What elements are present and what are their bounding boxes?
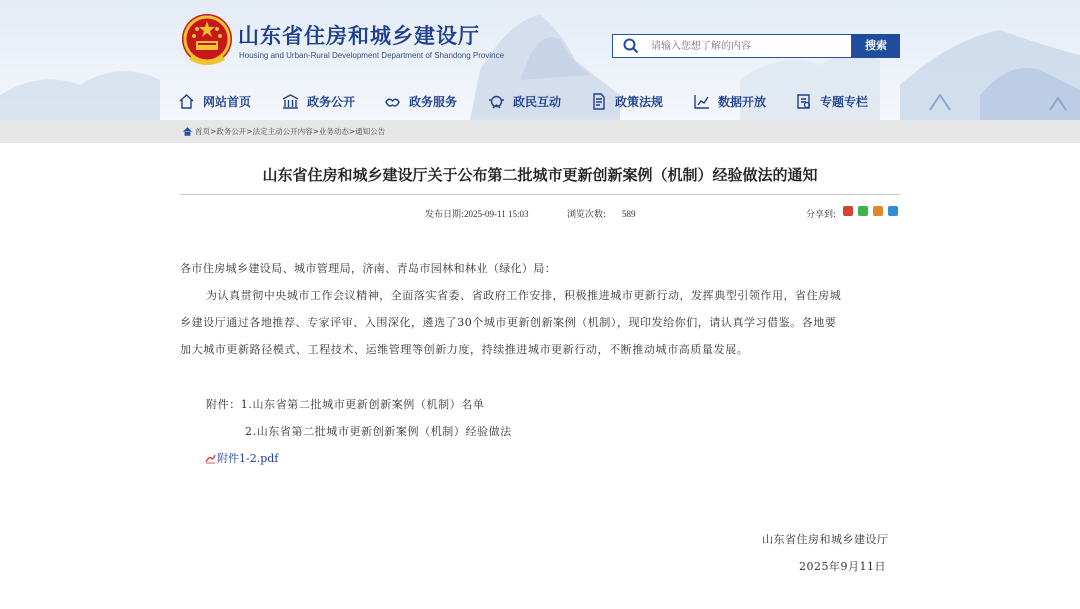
- publish-label: 发布日期:: [425, 210, 465, 220]
- nav-label: 数据开放: [718, 94, 767, 109]
- nav-item-open-data[interactable]: [693, 90, 766, 112]
- national-emblem-icon: [180, 12, 234, 70]
- attachment-link-text[interactable]: 附件1-2.pdf: [217, 452, 279, 465]
- breadcrumb: [183, 126, 385, 137]
- signature: 山东省住房和城乡建设厅: [762, 533, 889, 546]
- site-subtitle: Housing and Urban-Rural Development Department of Shandong Province: [239, 51, 505, 60]
- title-divider: [180, 194, 900, 195]
- weibo-icon[interactable]: [843, 206, 853, 216]
- qzone-icon[interactable]: [888, 206, 898, 216]
- search-icon: [623, 38, 639, 54]
- attachment-line: 附件：1.山东省第二批城市更新创新案例（机制）名单: [206, 398, 485, 411]
- nav-label: 专题专栏: [820, 94, 869, 109]
- interaction-icon: [488, 93, 505, 110]
- wechat-icon[interactable]: [858, 206, 868, 216]
- share-label: 分享到:: [806, 210, 837, 220]
- site-header: [0, 0, 1080, 120]
- publish-date-value: 2025-09-11 15:03: [464, 209, 529, 219]
- nav-item-gov-affairs[interactable]: [282, 90, 355, 112]
- chart-icon: [693, 93, 710, 110]
- nav-label: 政策法规: [615, 94, 664, 109]
- views-label: 浏览次数:: [567, 210, 607, 220]
- view-count: [567, 207, 636, 220]
- search-box[interactable]: [612, 34, 852, 58]
- home-icon: [183, 127, 192, 136]
- nav-item-home[interactable]: [178, 90, 251, 112]
- views-value: 589: [622, 209, 636, 219]
- document-icon: [590, 93, 607, 110]
- nav-label: 政务服务: [409, 94, 458, 109]
- publish-date: [425, 207, 528, 220]
- home-icon: [178, 93, 195, 110]
- paragraph-line: 为认真贯彻中央城市工作会议精神，全面落实省委、省政府工作安排，积极推进城市更新行动，发挥典型引领作用，省住房城: [206, 289, 842, 302]
- nav-item-policy[interactable]: [590, 90, 663, 112]
- service-icon: [384, 93, 401, 110]
- paragraph-line: 乡建设厅通过各地推荐、专家评审、入围深化，遴选了30个城市更新创新案例（机制），现印发给你们，请认真学习借鉴。各地要: [180, 316, 837, 329]
- site-title[interactable]: 山东省住房和城乡建设厅: [238, 24, 480, 48]
- breadcrumb-text[interactable]: 首页>政务公开>法定主动公开内容>业务动态>通知公告: [195, 127, 386, 136]
- topic-icon: [795, 93, 812, 110]
- nav-item-gov-service[interactable]: [384, 90, 457, 112]
- search-button[interactable]: 搜索: [852, 34, 900, 58]
- pdf-icon: [205, 453, 216, 464]
- breadcrumb-bar: [0, 120, 1080, 143]
- qq-icon[interactable]: [873, 206, 883, 216]
- paragraph-line: 加大城市更新路径模式、工程技术、运维管理等创新力度，持续推进城市更新行动，不断推动城市高质量发展。: [180, 343, 749, 356]
- nav-item-topics[interactable]: [795, 90, 868, 112]
- nav-item-interaction[interactable]: [488, 90, 561, 112]
- salutation: 各市住房城乡建设局、城市管理局，济南、青岛市园林和林业（绿化）局：: [180, 262, 557, 275]
- search-input[interactable]: [651, 37, 847, 55]
- nav-label: 政务公开: [307, 94, 356, 109]
- nav-label: 政民互动: [513, 94, 562, 109]
- share-icons: [843, 206, 898, 216]
- attachment-link[interactable]: [205, 450, 278, 466]
- building-icon: [282, 93, 299, 110]
- article-title: 山东省住房和城乡建设厅关于公布第二批城市更新创新案例（机制）经验做法的通知: [262, 166, 818, 184]
- attachment-line: 2.山东省第二批城市更新创新案例（机制）经验做法: [245, 425, 512, 438]
- sign-date: 2025年9月11日: [799, 560, 886, 573]
- nav-label: 网站首页: [203, 94, 252, 109]
